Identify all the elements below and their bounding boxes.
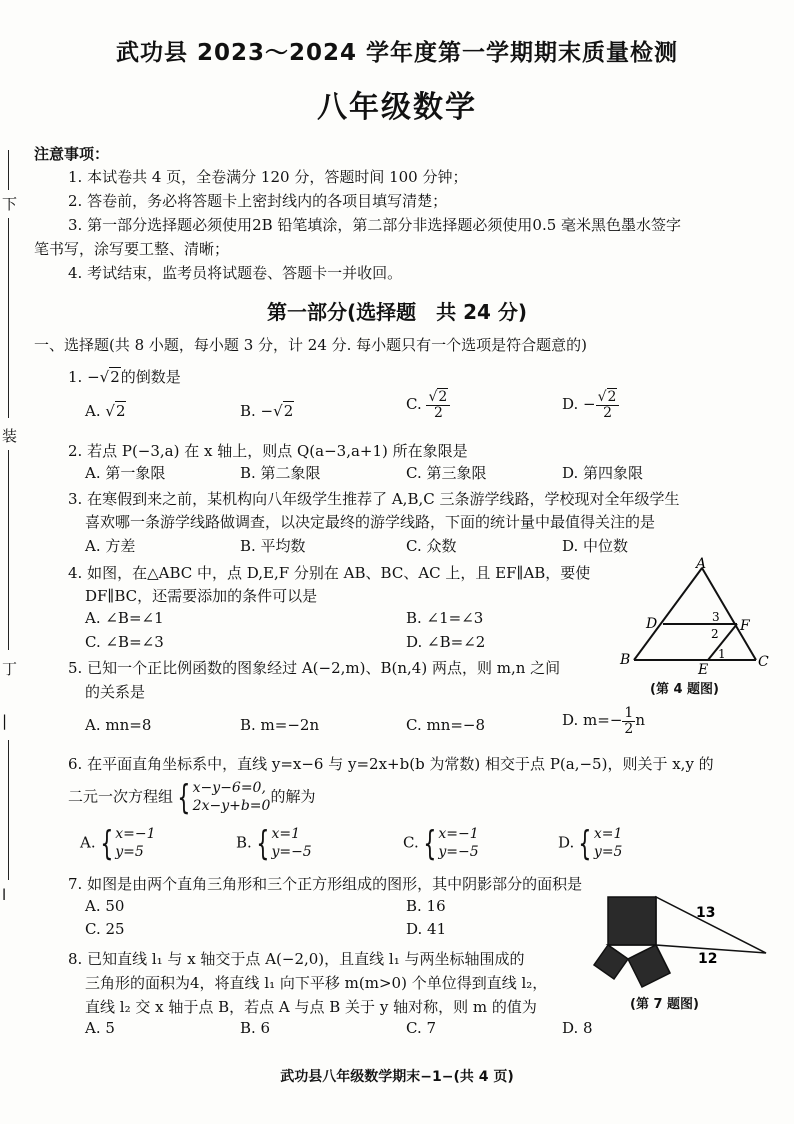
question-4-line2: DF∥BC，还需要添加的条件可以是 (85, 587, 318, 605)
label-b: B (620, 652, 631, 668)
question-1-stem: 1. −√2的倒数是 (68, 368, 181, 386)
q5-option-b[interactable]: B. m=−2n (240, 716, 320, 734)
question-8-line2: 三角形的面积为4，将直线 l₁ 向下平移 m(m>0) 个单位得到直线 l₂， (85, 974, 548, 992)
margin-char-l: l (2, 886, 7, 904)
q6-option-a[interactable]: A. { x=−1 y=5 (80, 823, 156, 864)
q6-option-b[interactable]: B. { x=1 y=−5 (236, 823, 312, 864)
q2-option-c[interactable]: C. 第三象限 (406, 464, 487, 482)
margin-char-bar: | (2, 712, 8, 730)
q3-option-c[interactable]: C. 众数 (406, 537, 457, 555)
q6-option-d[interactable]: D. { x=1 y=5 (558, 823, 623, 864)
q8-option-c[interactable]: C. 7 (406, 1019, 437, 1037)
section-instruction: 一、选择题(共 8 小题，每小题 3 分，计 24 分. 每小题只有一个选项是符合题意的) (34, 336, 588, 354)
q1-option-a[interactable]: A. √2 (85, 402, 126, 420)
binding-line (8, 450, 9, 650)
q4-option-c[interactable]: C. ∠B=∠3 (85, 633, 164, 651)
label-12: 12 (698, 951, 718, 967)
q4-option-a[interactable]: A. ∠B=∠1 (85, 609, 164, 627)
q7-option-c[interactable]: C. 25 (85, 920, 125, 938)
q8-option-d[interactable]: D. 8 (562, 1019, 593, 1037)
question-6-line2: 二元一次方程组 { x−y−6=0, 2x−y+b=0 的解为 (68, 777, 316, 818)
q7-option-a[interactable]: A. 50 (85, 897, 125, 915)
binding-line (8, 150, 9, 190)
note-item: 1. 本试卷共 4 页，全卷满分 120 分，答题时间 100 分钟； (68, 168, 468, 186)
label-13: 13 (696, 905, 716, 921)
q3-option-a[interactable]: A. 方差 (85, 537, 136, 555)
q5-option-a[interactable]: A. mn=8 (85, 716, 152, 734)
side-ab (634, 568, 702, 660)
angle-2-label: 2 (711, 627, 719, 641)
q4-triangle-figure (614, 556, 774, 676)
exam-title: 武功县 2023～2024 学年度第一学期期末质量检测 (115, 40, 679, 66)
label-c: C (758, 654, 769, 670)
shaded-top-square (608, 897, 656, 945)
note-item: 3. 第一部分选择题必须使用2B 铅笔填涂，第二部分非选择题必须使用0.5 毫米黑色墨水签字 (68, 216, 682, 234)
side-ac (702, 568, 756, 660)
q2-option-d[interactable]: D. 第四象限 (562, 464, 644, 482)
q1-option-b[interactable]: B. −√2 (240, 402, 294, 420)
q8-option-b[interactable]: B. 6 (240, 1019, 271, 1037)
question-8-line1: 8. 已知直线 l₁ 与 x 轴交于点 A(−2,0)，且直线 l₁ 与两坐标轴围成的 (68, 950, 525, 968)
q1-option-d[interactable]: D. − $\frac{√2}{2}$ (562, 390, 619, 420)
question-8-line3: 直线 l₂ 交 x 轴于点 B，若点 A 与点 B 关于 y 轴对称，则 m 的值为 (85, 998, 537, 1016)
question-2-stem: 2. 若点 P(−3,a) 在 x 轴上，则点 Q(a−3,a+1) 所在象限是 (68, 442, 468, 460)
notes-heading: 注意事项： (34, 145, 110, 163)
note-item: 4. 考试结束，监考员将试题卷、答题卡一并收回。 (68, 264, 403, 282)
label-d: D (646, 616, 658, 632)
q3-option-b[interactable]: B. 平均数 (240, 537, 306, 555)
page-footer: 武功县八年级数学期末−1−(共 4 页) (280, 1069, 514, 1085)
binding-line (8, 740, 9, 880)
q7-option-b[interactable]: B. 16 (406, 897, 446, 915)
question-6-line1: 6. 在平面直角坐标系中，直线 y=x−6 与 y=2x+b(b 为常数) 相交于点 P(a,−5)，则关于 x,y 的 (68, 755, 714, 773)
q3-option-d[interactable]: D. 中位数 (562, 537, 629, 555)
q4-option-d[interactable]: D. ∠B=∠2 (406, 633, 486, 651)
q7-squares-figure (586, 893, 771, 993)
section-title: 第一部分(选择题 共 24 分) (266, 300, 528, 324)
question-5-line2: 的关系是 (85, 683, 146, 701)
q4-option-b[interactable]: B. ∠1=∠3 (406, 609, 484, 627)
margin-char-zhuang: 装 (2, 427, 18, 445)
q5-option-d[interactable]: D. m=− $\frac{1}{2}$ n (562, 705, 645, 737)
angle-3-label: 3 (712, 610, 720, 624)
margin-char-xia: 下 (2, 195, 18, 213)
angle-1-label: 1 (718, 647, 726, 661)
subject-title: 八年级数学 (317, 90, 477, 125)
label-f: F (740, 618, 750, 634)
q1-option-c[interactable]: C. $\frac{√2}{2}$ (406, 390, 450, 420)
q6-option-c[interactable]: C. { x=−1 y=−5 (403, 823, 479, 864)
margin-char-ding: 丁 (2, 660, 18, 678)
q8-option-a[interactable]: A. 5 (85, 1019, 115, 1037)
q7-figure-caption: (第 7 题图) (630, 997, 699, 1012)
note-item: 2. 答卷前，务必将答题卡上密封线内的各项目填写清楚； (68, 192, 448, 210)
q2-option-b[interactable]: B. 第二象限 (240, 464, 321, 482)
shaded-left-square (594, 945, 628, 979)
question-5-line1: 5. 已知一个正比例函数的图象经过 A(−2,m)、B(n,4) 两点，则 m,n 之间 (68, 659, 561, 677)
label-a: A (696, 556, 707, 572)
note-item: 笔书写，涂写要工整、清晰； (34, 240, 230, 258)
question-3-line2: 喜欢哪一条游学线路做调查，以决定最终的游学线路，下面的统计量中最值得关注的是 (85, 513, 656, 531)
q4-figure-caption: (第 4 题图) (650, 682, 719, 697)
q7-option-d[interactable]: D. 41 (406, 920, 447, 938)
q2-option-a[interactable]: A. 第一象限 (85, 464, 166, 482)
label-e: E (698, 662, 709, 676)
q5-option-c[interactable]: C. mn=−8 (406, 716, 486, 734)
question-4-line1: 4. 如图，在△ABC 中，点 D,E,F 分别在 AB、BC、AC 上，且 EF∥AB，要使 (68, 564, 591, 582)
question-3-line1: 3. 在寒假到来之前，某机构向八年级学生推荐了 A,B,C 三条游学线路，学校现对全年级学生 (68, 490, 680, 508)
question-7-stem: 7. 如图是由两个直角三角形和三个正方形组成的图形，其中阴影部分的面积是 (68, 875, 583, 893)
shaded-right-square (628, 945, 670, 987)
